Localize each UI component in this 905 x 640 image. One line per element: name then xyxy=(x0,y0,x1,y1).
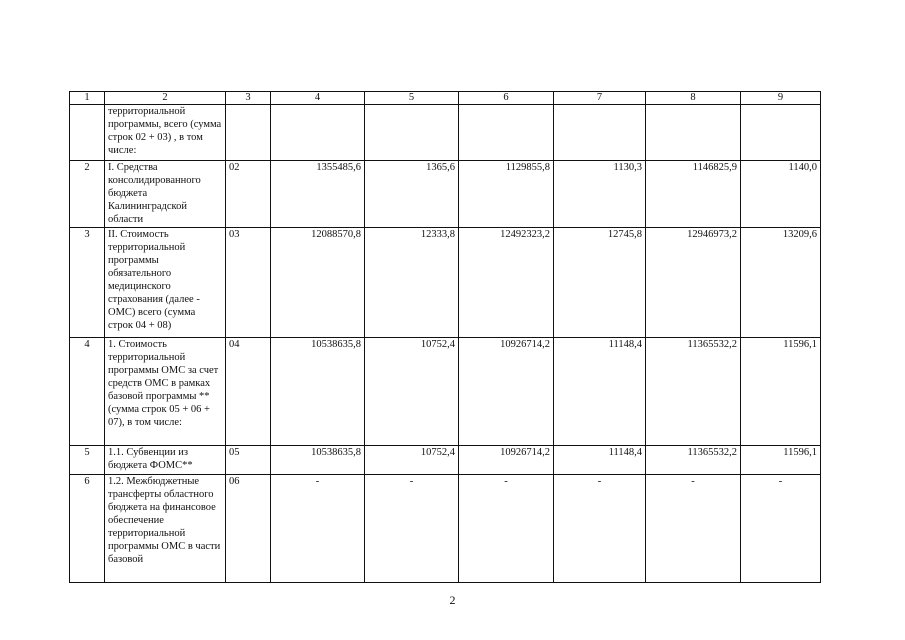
row-value xyxy=(741,105,821,161)
row-value: 1355485,6 xyxy=(271,161,365,228)
row-number xyxy=(70,105,105,161)
row-value: 11365532,2 xyxy=(646,338,741,446)
column-header: 4 xyxy=(271,92,365,105)
row-value xyxy=(271,105,365,161)
row-number: 3 xyxy=(70,228,105,338)
table-header-row xyxy=(70,92,821,105)
column-header: 1 xyxy=(70,92,105,105)
row-value: 10752,4 xyxy=(365,446,459,475)
column-header: 2 xyxy=(105,92,226,105)
row-value: 11365532,2 xyxy=(646,446,741,475)
row-number: 2 xyxy=(70,161,105,228)
row-value: - xyxy=(365,475,459,583)
row-value: 1146825,9 xyxy=(646,161,741,228)
column-header: 6 xyxy=(459,92,554,105)
column-header: 9 xyxy=(741,92,821,105)
row-value: 11596,1 xyxy=(741,446,821,475)
table-row xyxy=(70,228,821,338)
row-value xyxy=(365,105,459,161)
row-value: 11148,4 xyxy=(554,338,646,446)
row-value: 12492323,2 xyxy=(459,228,554,338)
row-name: 1.2. Межбюджетные трансферты областного бюджета на финансовое обеспечение территориальной программы ОМС в части базовой xyxy=(105,475,226,583)
row-value: 1140,0 xyxy=(741,161,821,228)
column-header: 8 xyxy=(646,92,741,105)
row-value: 12333,8 xyxy=(365,228,459,338)
column-header: 5 xyxy=(365,92,459,105)
column-header: 7 xyxy=(554,92,646,105)
table-row xyxy=(70,338,821,446)
row-code: 04 xyxy=(226,338,271,446)
row-value: - xyxy=(459,475,554,583)
row-code xyxy=(226,105,271,161)
row-value: 10926714,2 xyxy=(459,338,554,446)
row-number: 4 xyxy=(70,338,105,446)
row-code: 06 xyxy=(226,475,271,583)
table-row xyxy=(70,475,821,583)
table-row xyxy=(70,105,821,161)
row-name: 1.1. Субвенции из бюджета ФОМС** xyxy=(105,446,226,475)
table-row xyxy=(70,161,821,228)
row-code: 02 xyxy=(226,161,271,228)
row-value: - xyxy=(646,475,741,583)
row-value: 10926714,2 xyxy=(459,446,554,475)
row-value: - xyxy=(554,475,646,583)
page-number: 2 xyxy=(449,593,456,607)
row-value: 11596,1 xyxy=(741,338,821,446)
row-value xyxy=(459,105,554,161)
row-value: 10538635,8 xyxy=(271,338,365,446)
row-value xyxy=(646,105,741,161)
row-value: 10752,4 xyxy=(365,338,459,446)
row-value: 13209,6 xyxy=(741,228,821,338)
row-value: - xyxy=(741,475,821,583)
row-value: 1130,3 xyxy=(554,161,646,228)
row-value: 1365,6 xyxy=(365,161,459,228)
row-value: 12088570,8 xyxy=(271,228,365,338)
row-name: территориальной программы, всего (сумма строк 02 + 03) , в том числе: xyxy=(105,105,226,161)
row-value: 11148,4 xyxy=(554,446,646,475)
table-row xyxy=(70,446,821,475)
row-number: 6 xyxy=(70,475,105,583)
row-name: 1. Стоимость территориальной программы ОМС за счет средств ОМС в рамках базовой программы **(сумма строк 05 + 06 + 07), в том числе: xyxy=(105,338,226,446)
row-name: II. Стоимость территориальной программы обязательного медицинского страхования (далее - ОМС) всего (сумма строк 04 + 08) xyxy=(105,228,226,338)
budget-table xyxy=(69,91,821,583)
row-value: 12745,8 xyxy=(554,228,646,338)
row-value: 1129855,8 xyxy=(459,161,554,228)
row-code: 03 xyxy=(226,228,271,338)
row-number: 5 xyxy=(70,446,105,475)
row-name: I. Средства консолидированного бюджета Калининградской области xyxy=(105,161,226,228)
column-header: 3 xyxy=(226,92,271,105)
row-value: 12946973,2 xyxy=(646,228,741,338)
row-code: 05 xyxy=(226,446,271,475)
row-value: 10538635,8 xyxy=(271,446,365,475)
row-value xyxy=(554,105,646,161)
row-value: - xyxy=(271,475,365,583)
